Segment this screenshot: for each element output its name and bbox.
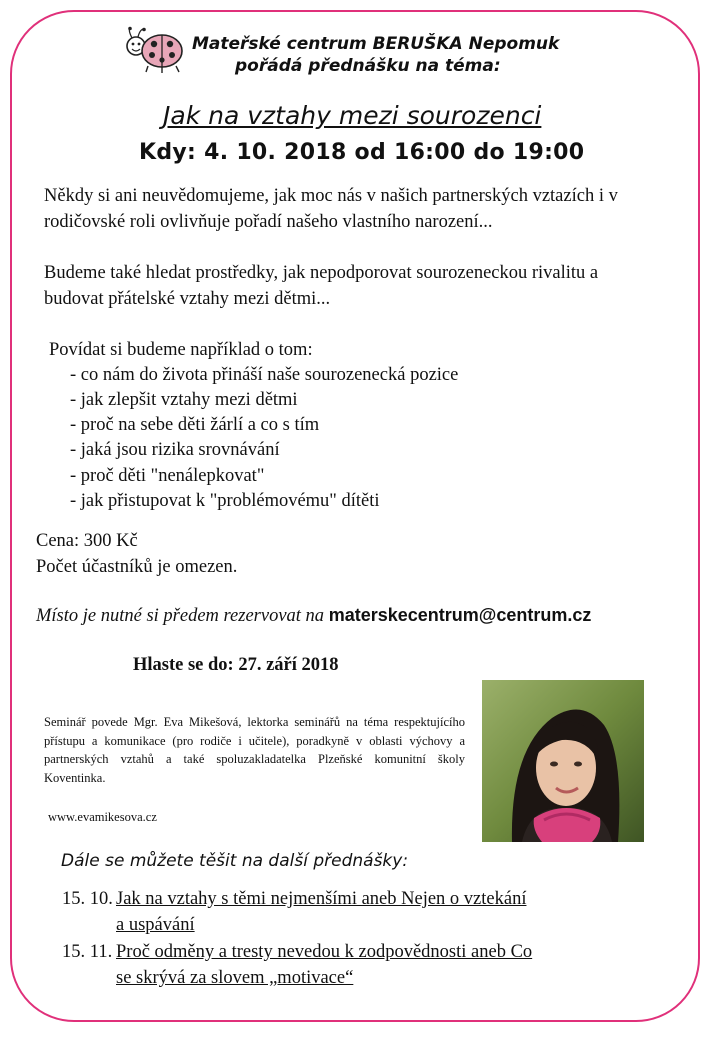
- organizer-subline: pořádá přednášku na téma:: [235, 56, 501, 76]
- capacity-note: Počet účastníků je omezen.: [36, 557, 238, 577]
- upcoming-talk-title-line: a uspávání: [116, 915, 195, 935]
- upcoming-talk-title: [116, 886, 526, 938]
- intro-paragraph-1: Někdy si ani neuvědomujeme, jak moc nás v našich partnerských vztazích i v rodičovské roli ovlivňuje pořadí našeho vlastního narození...: [44, 186, 618, 232]
- reservation-email[interactable]: materskecentrum@centrum.cz: [328, 605, 592, 625]
- topics-lead: Povídat si budeme například o tom:: [49, 340, 313, 360]
- topic-item: - proč děti "nenálepkovat": [70, 466, 265, 486]
- upcoming-heading: Dále se můžete těšit na další přednášky:: [61, 851, 409, 871]
- page-title: Jak na vztahy mezi sourozenci: [163, 101, 542, 130]
- upcoming-talk-title: [116, 939, 532, 991]
- topic-item: - co nám do života přináší naše sourozenecká pozice: [70, 365, 459, 385]
- upcoming-talk-title-line: Jak na vztahy s těmi nejmenšími aneb Nejen o vztekání: [116, 889, 527, 909]
- intro-paragraph-2: Budeme také hledat prostředky, jak nepodporovat sourozeneckou rivalitu a budovat přátelské vztahy mezi dětmi...: [44, 263, 599, 309]
- topic-item: - proč na sebe děti žárlí a co s tím: [70, 415, 320, 435]
- topic-item: - jaká jsou rizika srovnávání: [70, 440, 280, 460]
- organizer-line: Mateřské centrum BERUŠKA Nepomuk: [192, 34, 560, 54]
- reservation-text: Místo je nutné si předem rezervovat na: [36, 606, 329, 626]
- upcoming-talk-title-line: Proč odměny a tresty nevedou k zodpovědnosti aneb Co: [116, 942, 533, 962]
- event-date: Kdy: 4. 10. 2018 od 16:00 do 19:00: [139, 140, 585, 165]
- upcoming-talk-date: 15. 10.: [62, 889, 113, 909]
- ladybug-icon: [124, 26, 188, 76]
- upcoming-talk-date: 15. 11.: [62, 942, 113, 962]
- topic-item: - jak přistupovat k "problémovému" dítěti: [70, 491, 380, 511]
- reservation-note: [36, 605, 591, 627]
- lecturer-bio: Seminář povede Mgr. Eva Mikešová, lektorka seminářů na téma respektujícího přístupu a komunikace (pro rodiče i učitele), poradkyně v oblasti výchovy a partnerských vztahů a také spoluzakladatelka Plzeňské komunitní školy Koventinka.: [44, 715, 465, 785]
- upcoming-talk-title-line: se skrývá za slovem „motivace“: [116, 968, 354, 988]
- topic-item: - jak zlepšit vztahy mezi dětmi: [70, 390, 298, 410]
- lecturer-website[interactable]: www.evamikesova.cz: [48, 810, 157, 824]
- lecturer-photo: [482, 680, 644, 842]
- registration-deadline: Hlaste se do: 27. září 2018: [133, 655, 339, 675]
- price: Cena: 300 Kč: [36, 531, 138, 551]
